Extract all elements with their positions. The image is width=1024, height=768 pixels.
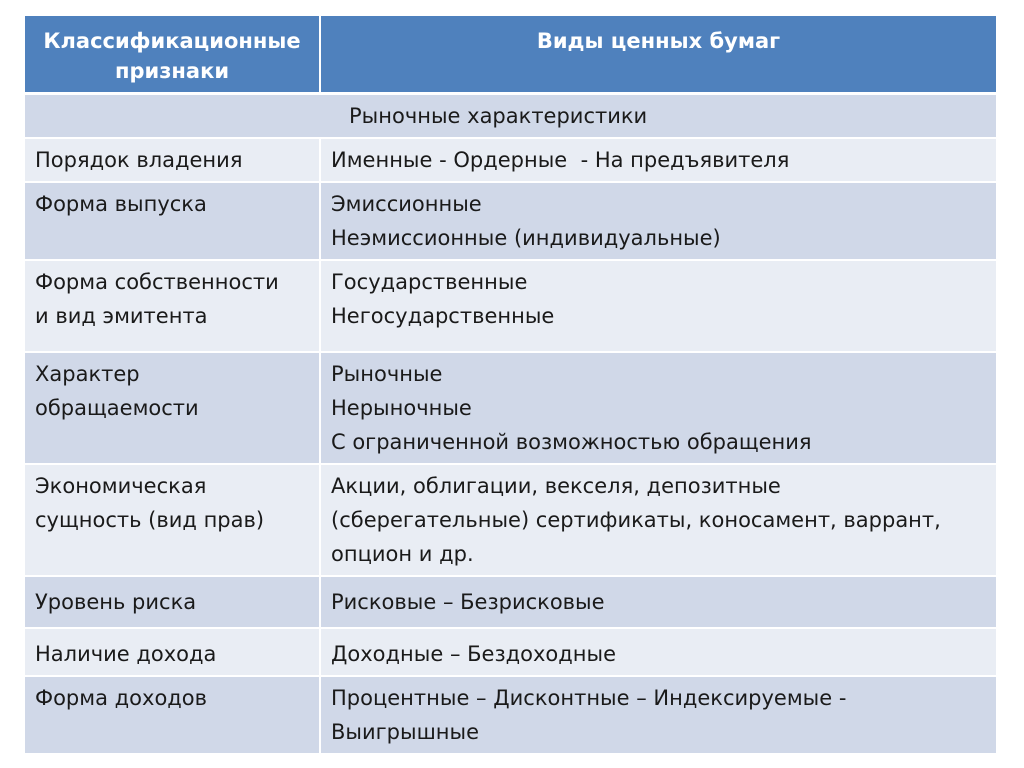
table-row <box>25 182 996 260</box>
types-line: Рыночные <box>331 362 443 386</box>
types-line: Эмиссионные <box>331 192 482 216</box>
types-line: Выигрышные <box>331 720 480 744</box>
table-row <box>25 628 996 676</box>
securities-classification-table <box>25 16 996 755</box>
securities-classification-table-container <box>25 16 996 755</box>
feature-cell <box>25 138 320 182</box>
types-line: опцион и др. <box>331 542 474 566</box>
feature-line: Форма доходов <box>35 686 208 710</box>
types-line: Процентные – Дисконтные – Индексируемые - <box>331 686 847 710</box>
feature-line: Наличие дохода <box>35 642 217 666</box>
feature-cell <box>25 352 320 464</box>
types-line: Доходные – Бездоходные <box>331 642 617 666</box>
types-line: Нерыночные <box>331 396 472 420</box>
types-line: Неэмиссионные (индивидуальные) <box>331 226 721 250</box>
table-row <box>25 352 996 464</box>
types-line: Государственные <box>331 270 528 294</box>
types-cell <box>320 182 996 260</box>
section-title: Рыночные характеристики <box>25 94 996 139</box>
types-line: Негосударственные <box>331 304 555 328</box>
types-cell <box>320 628 996 676</box>
table-row <box>25 260 996 352</box>
header-classification-features: Классификационные признаки <box>25 16 320 94</box>
feature-line: Форма собственности <box>35 270 279 294</box>
types-line: (сберегательные) сертификаты, коносамент, варрант, <box>331 508 941 532</box>
feature-line: Уровень риска <box>35 590 197 614</box>
types-line: Рисковые – Безрисковые <box>331 590 605 614</box>
feature-cell <box>25 628 320 676</box>
table-row <box>25 138 996 182</box>
table-header-row <box>25 16 996 94</box>
table-row <box>25 676 996 754</box>
types-line: Именные - Ордерные - На предъявителя <box>331 148 790 172</box>
feature-cell <box>25 260 320 352</box>
types-cell <box>320 260 996 352</box>
feature-line: сущность (вид прав) <box>35 508 265 532</box>
feature-line: Порядок владения <box>35 148 243 172</box>
feature-cell <box>25 676 320 754</box>
table-row <box>25 464 996 576</box>
types-cell <box>320 576 996 628</box>
section-row <box>25 94 996 139</box>
feature-cell <box>25 182 320 260</box>
feature-line: Форма выпуска <box>35 192 207 216</box>
types-line: Акции, облигации, векселя, депозитные <box>331 474 781 498</box>
header-security-types: Виды ценных бумаг <box>320 16 996 94</box>
types-line: С ограниченной возможностью обращения <box>331 430 812 454</box>
feature-line: Экономическая <box>35 474 207 498</box>
table-row <box>25 576 996 628</box>
types-cell <box>320 352 996 464</box>
types-cell <box>320 464 996 576</box>
feature-line: обращаемости <box>35 396 199 420</box>
types-cell <box>320 676 996 754</box>
feature-line: Характер <box>35 362 140 386</box>
feature-line: и вид эмитента <box>35 304 208 328</box>
feature-cell <box>25 576 320 628</box>
types-cell <box>320 138 996 182</box>
feature-cell <box>25 464 320 576</box>
